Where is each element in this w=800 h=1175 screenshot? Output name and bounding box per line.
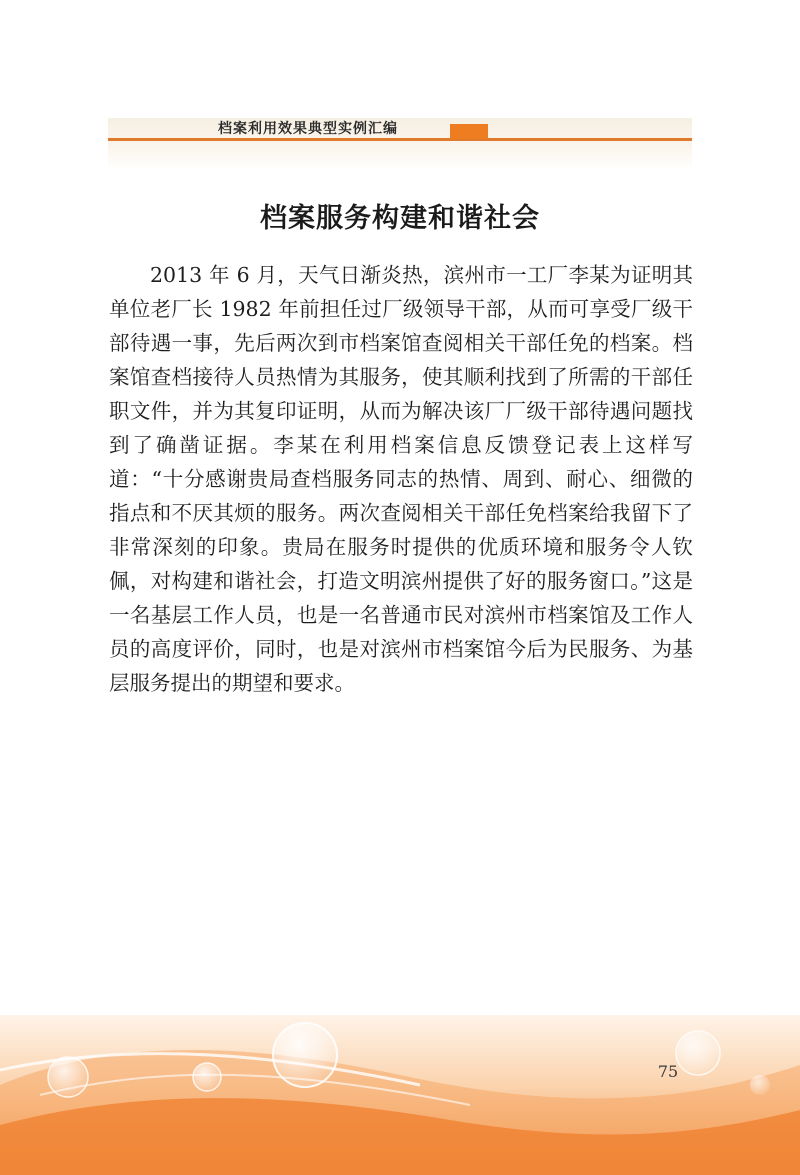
- article-title: 档案服务构建和谐社会: [260, 203, 540, 234]
- footer-wave-graphic: [0, 1015, 800, 1175]
- running-title: 档案利用效果典型实例汇编: [218, 121, 398, 137]
- article-body: 2013 年 6 月，天气日渐炎热，滨州市一工厂李某为证明其单位老厂长 1982 年前担任过厂级领导干部，从而可享受厂级干部待遇一事，先后两次到市档案馆查阅相关干部任免的档案。档案馆查档接待人员热情为其服务，使其顺利找到了所需的干部任职文件，并为其复印证明，从而为解决该厂厂级干部待遇问题找到了确凿证据。李某在利用档案信息反馈登记表上这样写道：“十分感谢贵局查档服务同志的热情、周到、耐心、细微的指点和不厌其烦的服务。两次查阅相关干部任免档案给我留下了非常深刻的印象。贵局在服务时提供的优质环境和服务令人钦佩，对构建和谐社会，打造文明滨州提供了好的服务窗口。”这是一名基层工作人员，也是一名普通市民对滨州市档案馆及工作人员的高度评价，同时，也是对滨州市档案馆今后为民服务、为基层服务提出的期望和要求。: [109, 263, 693, 695]
- footer-decoration: [0, 1015, 800, 1175]
- header-rule: [108, 138, 692, 141]
- page-number: 75: [657, 1062, 679, 1081]
- header-accent-block: [450, 124, 488, 139]
- header-band: [108, 118, 692, 170]
